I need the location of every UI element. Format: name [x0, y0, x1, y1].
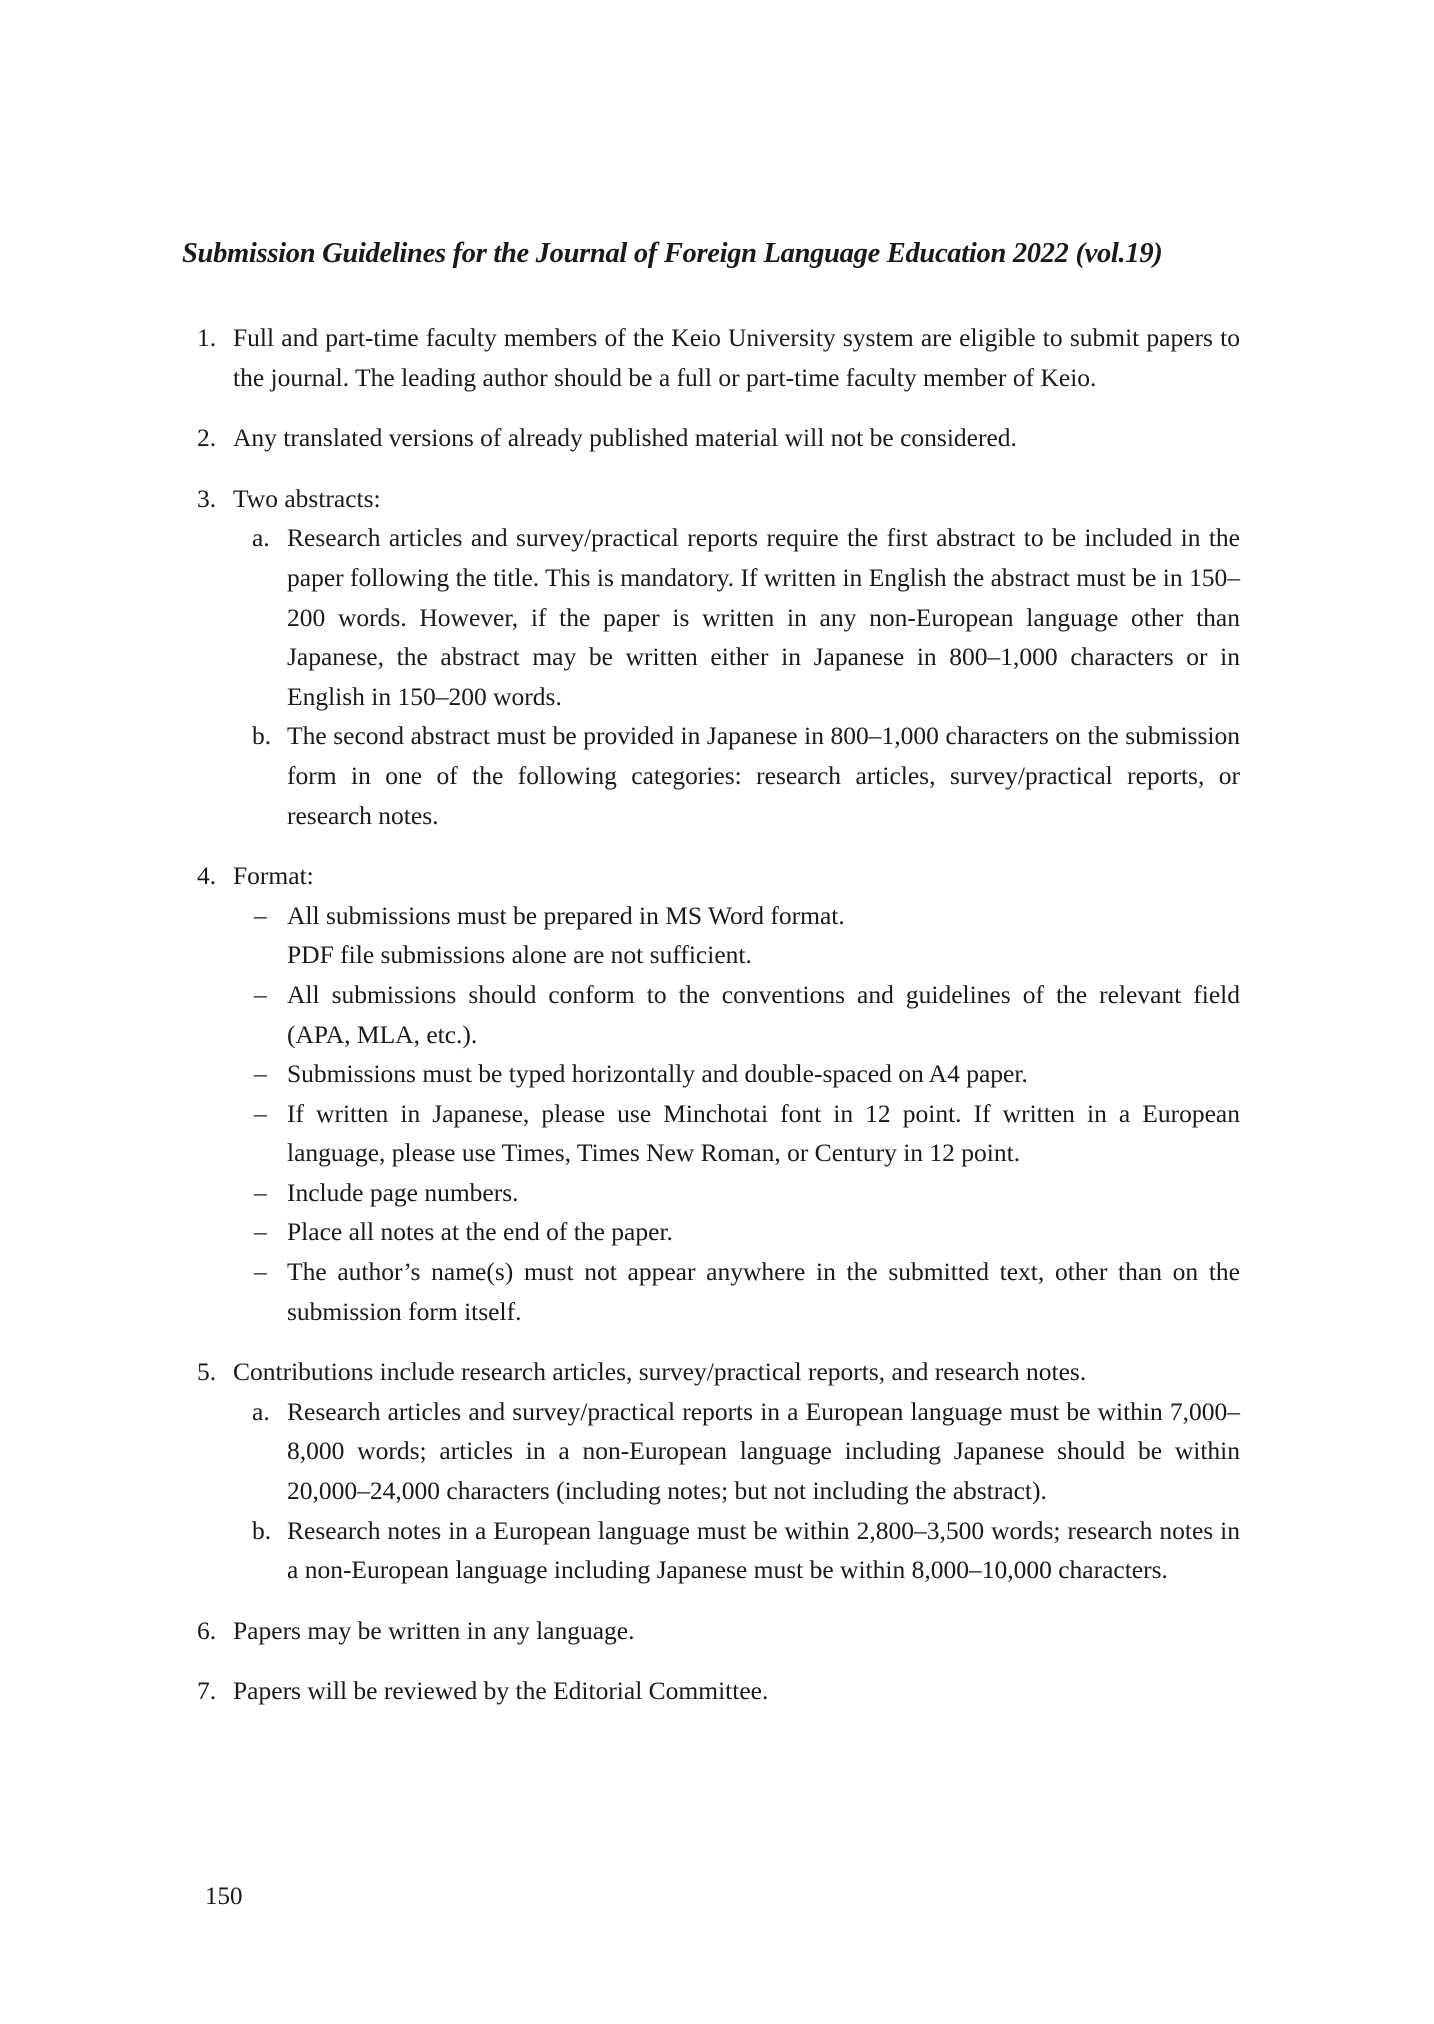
sub-item-marker: b.: [252, 721, 272, 751]
item-text: Contributions include research articles, survey/practical reports, and research notes.: [233, 1357, 1087, 1387]
sub-item-text: The author’s name(s) must not appear anywhere in the submitted text, other than on the submission form itself.: [287, 1257, 1240, 1326]
guideline-item-2: [197, 418, 1240, 458]
page-number: 150: [205, 1883, 243, 1910]
sub-item-continuation: PDF file submissions alone are not sufficient.: [287, 940, 752, 970]
format-rule-2: [197, 975, 1240, 1054]
dash-marker: –: [254, 1098, 267, 1128]
sub-item-text: Research articles and survey/practical reports in a European language must be within 7,000–8,000 words; articles in a non-European language including Japanese should be within 20,000–24,000 characters (including notes; but not including the abstract).: [287, 1396, 1240, 1506]
sub-item-text: Include page numbers.: [287, 1177, 519, 1207]
item-text: Papers will be reviewed by the Editorial Committee.: [233, 1676, 769, 1706]
dash-marker: –: [254, 1059, 267, 1089]
sub-item-marker: b.: [252, 1515, 272, 1545]
item-text: Full and part-time faculty members of the Keio University system are eligible to submit papers to the journal. The leading author should be a full or part-time faculty member of Keio.: [233, 323, 1240, 392]
dash-marker: –: [254, 1177, 267, 1207]
guideline-item-3: [197, 479, 1240, 835]
sub-item-3b: [197, 716, 1240, 835]
item-number: 6.: [197, 1615, 217, 1645]
guideline-item-5: [197, 1352, 1240, 1590]
sub-item-text: The second abstract must be provided in Japanese in 800–1,000 characters on the submission form in one of the following categories: research articles, survey/practical reports, or research notes.: [287, 721, 1240, 830]
sub-item-text: Place all notes at the end of the paper.: [287, 1217, 673, 1247]
dash-marker: –: [254, 1217, 267, 1247]
sub-item-marker: a.: [252, 523, 270, 553]
dash-marker: –: [254, 979, 267, 1009]
item-number: 4.: [197, 861, 217, 891]
sub-item-text: Submissions must be typed horizontally and double-spaced on A4 paper.: [287, 1059, 1028, 1089]
item-text: Any translated versions of already published material will not be considered.: [233, 423, 1017, 453]
sub-item-text: If written in Japanese, please use Minchotai font in 12 point. If written in a European language, please use Times, Times New Roman, or Century in 12 point.: [287, 1098, 1240, 1168]
sub-item-text: All submissions must be prepared in MS Word format.: [287, 900, 845, 930]
format-rule-1: [197, 896, 1240, 975]
format-rule-4: [197, 1094, 1240, 1173]
item-text: Format:: [233, 861, 314, 891]
sub-item-text: All submissions should conform to the conventions and guidelines of the relevant field (APA, MLA, etc.).: [287, 979, 1240, 1049]
item-number: 7.: [197, 1676, 217, 1706]
item-number: 5.: [197, 1357, 217, 1387]
guideline-item-7: [197, 1671, 1240, 1711]
item-text: Two abstracts:: [233, 483, 381, 513]
dash-marker: –: [254, 1257, 267, 1287]
format-rule-6: [197, 1212, 1240, 1252]
sub-item-5b: [197, 1511, 1240, 1590]
sub-item-text: Research notes in a European language must be within 2,800–3,500 words; research notes in a non-European language including Japanese must be within 8,000–10,000 characters.: [287, 1515, 1240, 1585]
sub-item-marker: a.: [252, 1396, 270, 1426]
document-title: Submission Guidelines for the Journal of Foreign Language Education 2022 (vol.19): [182, 238, 1163, 269]
item-text: Papers may be written in any language.: [233, 1615, 635, 1645]
sub-item-5a: [197, 1392, 1240, 1511]
guidelines-list: [197, 318, 1240, 1732]
sub-item-3a: [197, 518, 1240, 716]
item-number: 1.: [197, 323, 217, 352]
guideline-item-1: [197, 318, 1240, 397]
guideline-item-6: [197, 1611, 1240, 1651]
item-number: 2.: [197, 423, 217, 453]
dash-marker: –: [254, 900, 267, 930]
guideline-item-4: [197, 856, 1240, 1331]
sub-item-text: Research articles and survey/practical reports require the first abstract to be included in the paper following the title. This is mandatory. If written in English the abstract must be in 150–200 words. However, if the paper is written in any non-European language other than Japanese, the abstract may be written either in Japanese in 800–1,000 characters or in English in 150–200 words.: [287, 523, 1240, 711]
format-rule-3: [197, 1054, 1240, 1094]
format-rule-5: [197, 1173, 1240, 1213]
item-number: 3.: [197, 483, 217, 513]
format-rule-7: [197, 1252, 1240, 1331]
